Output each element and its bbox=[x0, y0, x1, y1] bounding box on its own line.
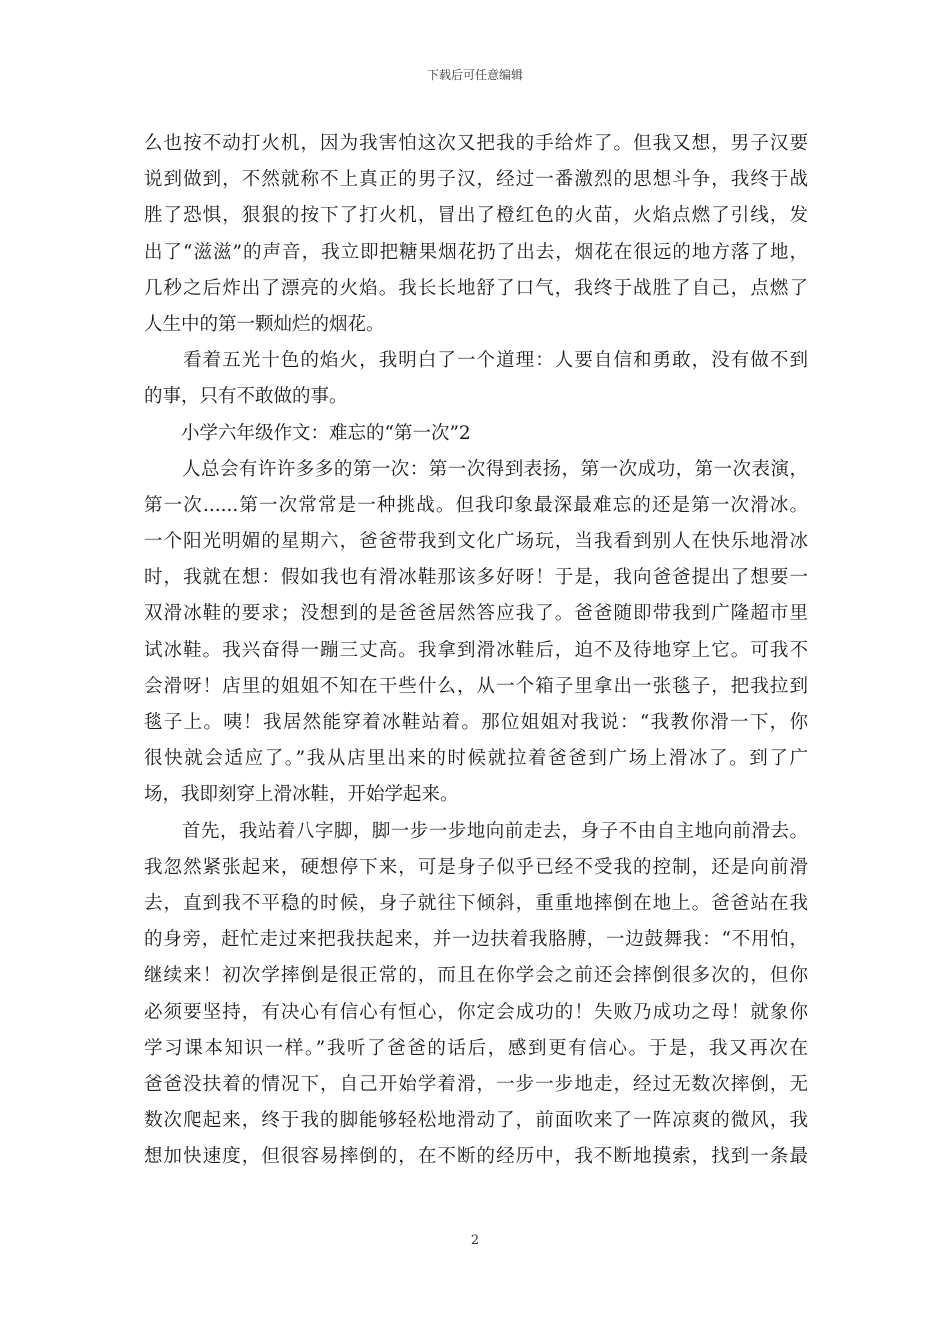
text-line: 出了“滋滋”的声音，我立即把糖果烟花扔了出去，烟花在很远的地方落了地， bbox=[144, 241, 808, 263]
text-line: 数次爬起来，终于我的脚能够轻松地滑动了，前面吹来了一阵凉爽的微风，我 bbox=[144, 1110, 808, 1132]
text-line: 继续来！初次学摔倒是很正常的，而且在你学会之前还会摔倒很多次的，但你 bbox=[144, 965, 808, 987]
text-line: 首先，我站着八字脚，脚一步一步地向前走去，身子不由自主地向前滑去。 bbox=[144, 820, 808, 842]
text-line: 场，我即刻穿上滑冰鞋，开始学起来。 bbox=[144, 784, 459, 806]
text-line: 必须要坚持，有决心有信心有恒心，你定会成功的！失败乃成功之母！就象你 bbox=[144, 1001, 808, 1023]
text-line: 第一次......第一次常常是一种挑战。但我印象最深最难忘的还是第一次滑冰。 bbox=[144, 494, 808, 516]
text-line: 毯子上。咦！我居然能穿着冰鞋站着。那位姐姐对我说：“我教你滑一下，你 bbox=[144, 712, 808, 733]
document-body bbox=[144, 126, 808, 1175]
text-line: 的身旁，赶忙走过来把我扶起来，并一边扶着我胳膊，一边鼓舞我：“不用怕， bbox=[144, 929, 808, 951]
text-line: 人生中的第一颗灿烂的烟花。 bbox=[144, 313, 385, 335]
text-line: 双滑冰鞋的要求；没想到的是爸爸居然答应我了。爸爸随即带我到广隆超市里 bbox=[144, 603, 808, 625]
text-line: 人总会有许许多多的第一次：第一次得到表扬，第一次成功，第一次表演， bbox=[144, 458, 808, 480]
text-line: 爸爸没扶着的情况下，自己开始学着滑，一步一步地走，经过无数次摔倒，无 bbox=[144, 1073, 808, 1095]
text-line: 试冰鞋。我兴奋得一蹦三丈高。我拿到滑冰鞋后，迫不及待地穿上它。可我不 bbox=[144, 639, 808, 661]
text-line: 很快就会适应了。”我从店里出来的时候就拉着爸爸到广场上滑冰了。到了广 bbox=[144, 748, 808, 770]
page-number: 2 bbox=[470, 1233, 480, 1248]
text-line: 学习课本知识一样。”我听了爸爸的话后，感到更有信心。于是，我又再次在 bbox=[144, 1037, 808, 1059]
text-line: 一个阳光明媚的星期六，爸爸带我到文化广场玩，当我看到别人在快乐地滑冰 bbox=[144, 531, 808, 553]
text-line: 几秒之后炸出了漂亮的火焰。我长长地舒了口气，我终于战胜了自己，点燃了 bbox=[144, 277, 808, 299]
text-line: 想加快速度，但很容易摔倒的，在不断的经历中，我不断地摸索，找到一条最 bbox=[144, 1146, 808, 1168]
text-line: 时，我就在想：假如我也有滑冰鞋那该多好呀！于是，我向爸爸提出了想要一 bbox=[144, 567, 808, 589]
text-line: 胜了恐惧，狠狠的按下了打火机，冒出了橙红色的火苗，火焰点燃了引线，发 bbox=[144, 205, 808, 227]
text-line: 看着五光十色的焰火，我明白了一个道理：人要自信和勇敢，没有做不到 bbox=[144, 350, 808, 372]
page-header: 下载后可任意编辑 bbox=[426, 68, 523, 82]
text-line: 的事，只有不敢做的事。 bbox=[144, 386, 348, 408]
text-line: 去，直到我不平稳的时候，身子就往下倾斜，重重地摔倒在地上。爸爸站在我 bbox=[144, 892, 808, 914]
text-line: 我忽然紧张起来，硬想停下来，可是身子似乎已经不受我的控制，还是向前滑 bbox=[144, 856, 808, 878]
text-line: 小学六年级作文：难忘的“第一次”2 bbox=[144, 422, 471, 444]
text-line: 说到做到，不然就称不上真正的男子汉，经过一番激烈的思想斗争，我终于战 bbox=[144, 169, 808, 191]
text-line: 么也按不动打火机，因为我害怕这次又把我的手给炸了。但我又想，男子汉要 bbox=[144, 133, 808, 154]
text-line: 会滑呀！店里的姐姐不知在干些什么，从一个箱子里拿出一张毯子，把我拉到 bbox=[144, 675, 808, 697]
